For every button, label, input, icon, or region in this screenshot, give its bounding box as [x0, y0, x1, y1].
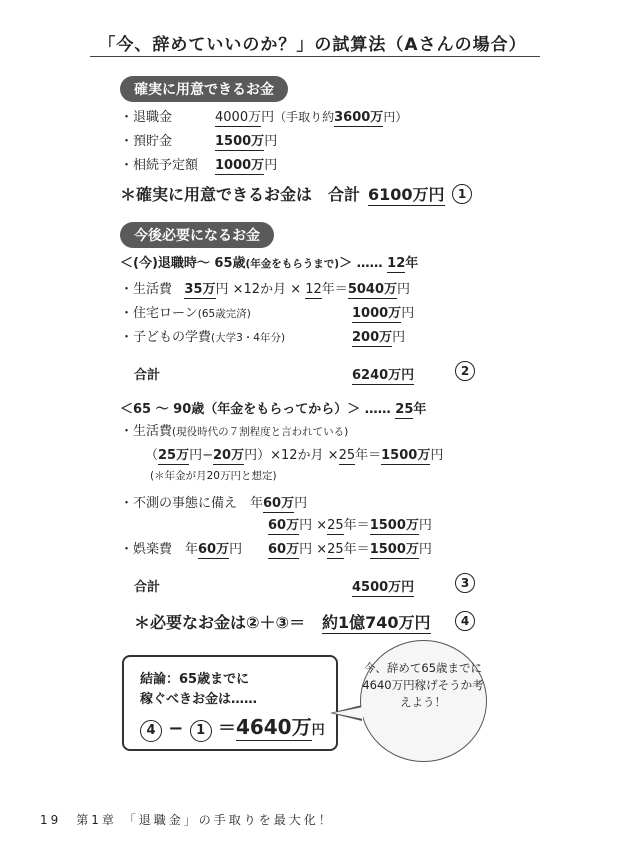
savings-unit: 円: [264, 134, 278, 149]
mark-3: 3: [455, 572, 475, 593]
item-retirement-value-row: [215, 106, 407, 125]
page-footer: 19 第1章 「退職金」の手取りを最大化！: [40, 813, 334, 827]
period2-leisure-calc: 60万円 ×25年＝1500万円: [268, 542, 432, 557]
section-header-available-money: 確実に用意できるお金: [120, 76, 288, 102]
conclusion-line2: 稼ぐべきお金は……: [140, 692, 258, 707]
retirement-unit: 円: [261, 110, 275, 125]
item-inheritance-label: ・相続予定額: [120, 158, 199, 173]
inheritance-amount: 1000万: [215, 158, 265, 173]
period2-leisure-row: ・娯楽費 年60万円: [120, 542, 243, 557]
section-header-needed-money: 今後必要になるお金: [120, 222, 274, 248]
period1-living-row: ・生活費 35万円 ×12か月 × 12年＝5040万円: [120, 282, 411, 297]
period1-heading: ＜(今)退職時〜 65歳(年金をもらうまで)＞ …… 12年: [120, 256, 419, 271]
page-title: 「今、辞めていいのか？」の試算法（Aさんの場合）: [98, 35, 527, 55]
period1-years: 12: [387, 256, 406, 271]
needed-total-label: ＊必要なお金は②＋③＝: [134, 613, 306, 632]
period2-heading: ＜65 〜 90歳（年金をもらってから）＞ …… 25年: [120, 402, 427, 417]
period2-total-value: 4500万円: [352, 580, 415, 595]
mark-1: 1: [452, 183, 472, 204]
item-retirement-label: ・退職金: [120, 110, 173, 125]
mark-2: 2: [455, 360, 475, 381]
takehome-amount: 3600万: [334, 110, 384, 125]
available-total-label: ＊確実に用意できるお金は 合計: [120, 185, 361, 204]
period1-education-label: ・子どもの学費(大学3・4年分): [120, 330, 286, 345]
period2-years: 25: [395, 402, 414, 417]
period1-total-value: 6240万円: [352, 368, 415, 383]
item-inheritance-value-row: [215, 154, 277, 173]
period2-total-label: 合計: [134, 580, 161, 595]
retirement-amount: 4000万: [215, 110, 262, 125]
pension-assumption-note: (＊年金が月20万円と想定): [150, 470, 277, 482]
needed-total-value: 約1億740万円: [322, 613, 431, 632]
mark-4: 4: [455, 610, 475, 631]
takehome-suffix: 円）: [383, 110, 408, 124]
speech-bubble-text: 今、辞めて65歳までに4640万円稼げそうか考えよう！: [362, 661, 484, 709]
period1-loan-value: 1000万円: [352, 306, 415, 321]
conclusion-formula: 4 − 1 ＝4640万円: [140, 711, 325, 742]
period2-emergency-calc: 60万円 ×25年＝1500万円: [268, 518, 432, 533]
period1-education-value: 200万円: [352, 330, 406, 345]
available-total-value: 6100万円: [368, 185, 445, 204]
period1-loan-label: ・住宅ローン(65歳完済): [120, 306, 251, 321]
period1-total-label: 合計: [134, 368, 161, 383]
inheritance-unit: 円: [264, 158, 278, 173]
speech-bubble-tail-fill: [333, 707, 363, 719]
item-savings-label: ・預貯金: [120, 134, 173, 149]
savings-amount: 1500万: [215, 134, 265, 149]
period2-living-label: ・生活費(現役時代の７割程度と言われている): [120, 424, 349, 439]
title-divider: [90, 56, 540, 57]
item-savings-value-row: [215, 130, 277, 149]
period2-emergency-row: ・不測の事態に備え 年60万円: [120, 496, 308, 511]
takehome-prefix: （手取り約: [274, 110, 335, 124]
conclusion-line1: 結論：65歳までに: [140, 672, 250, 687]
period2-living-calc: （25万円−20万円）×12か月 ×25年＝1500万円: [145, 448, 444, 463]
